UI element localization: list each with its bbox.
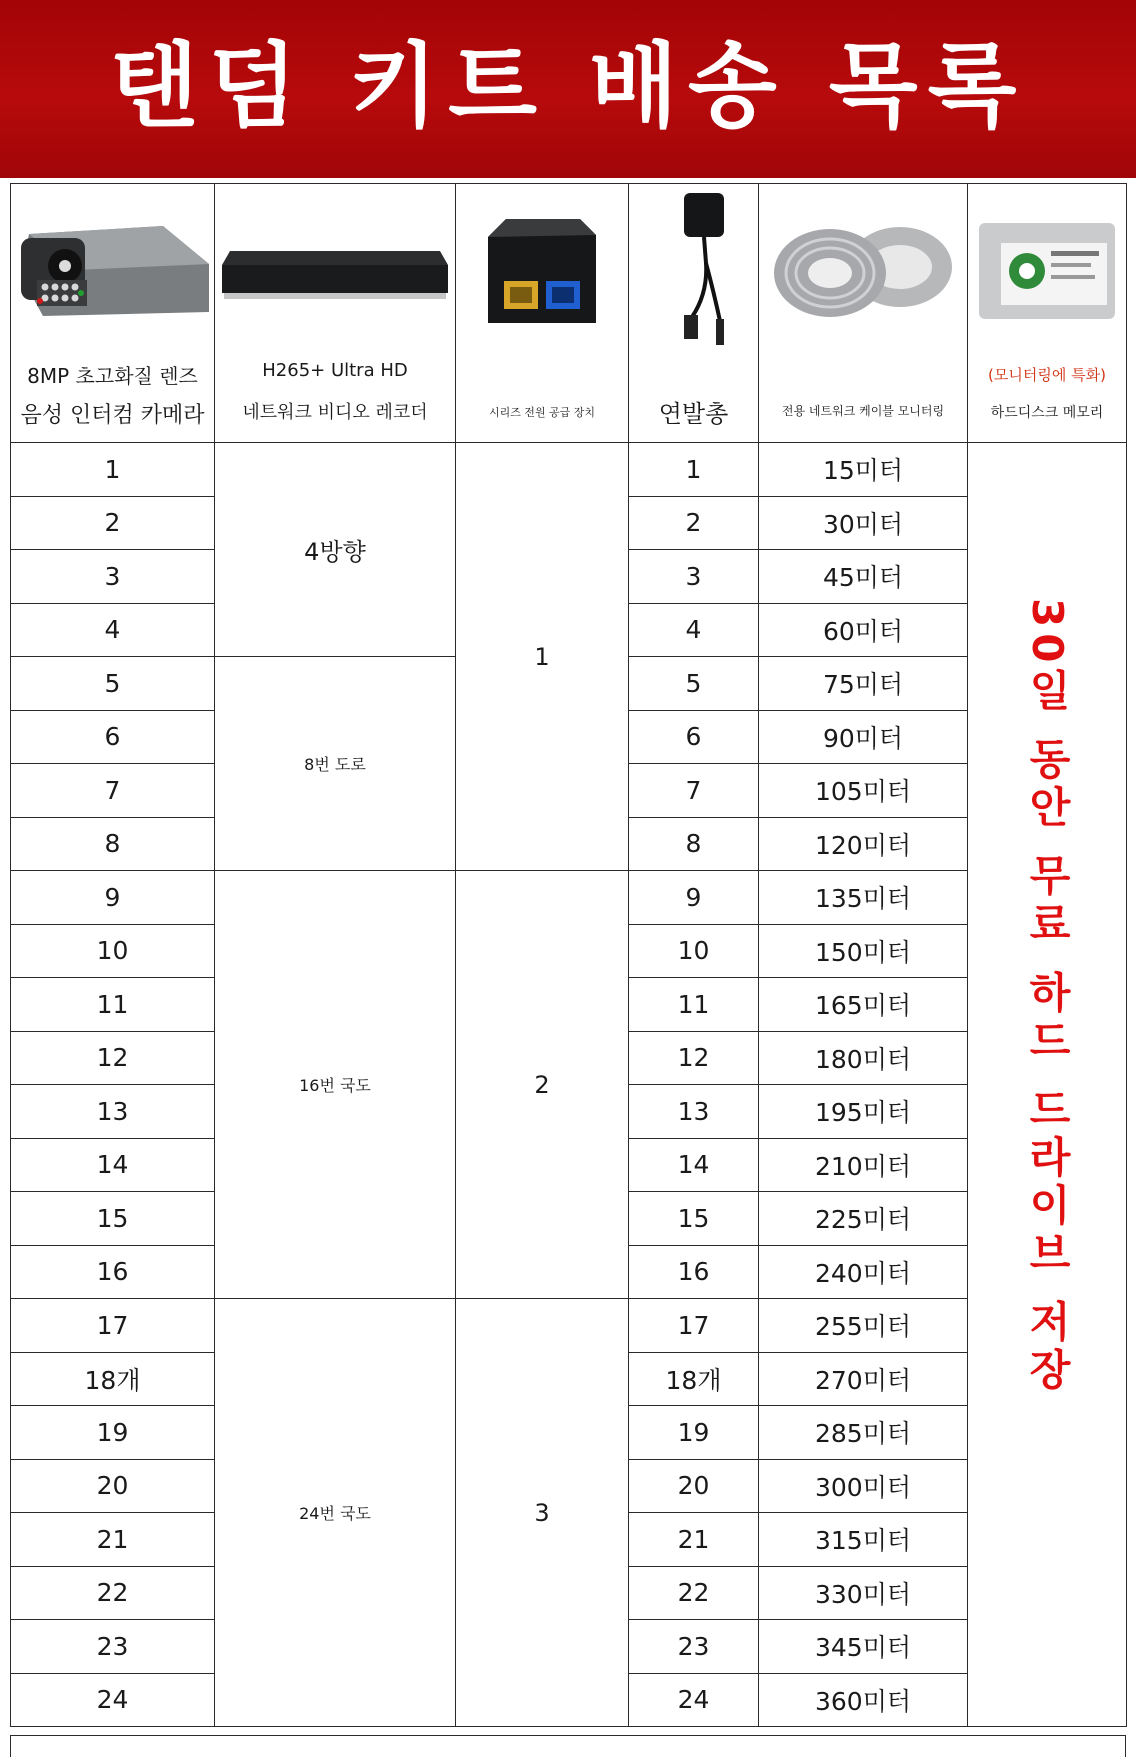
splitter-count-cell: 17 xyxy=(629,1299,759,1353)
kit-table-container xyxy=(10,183,1126,1758)
camera-count-cell: 15 xyxy=(11,1192,215,1246)
splitter-count-cell: 20 xyxy=(629,1459,759,1513)
cable-length-cell: 120미터 xyxy=(759,817,968,871)
header-nvr xyxy=(215,184,456,443)
cable-length-cell: 150미터 xyxy=(759,924,968,978)
camera-count-cell: 20 xyxy=(11,1459,215,1513)
cable-length-cell: 360미터 xyxy=(759,1673,968,1727)
splitter-count-cell: 9 xyxy=(629,871,759,925)
nvr-channel-cell: 16번 국도 xyxy=(215,871,456,1299)
camera-count-cell: 16 xyxy=(11,1245,215,1299)
header-poe xyxy=(456,184,629,443)
nvr-channel-cell: 8번 도로 xyxy=(215,657,456,871)
camera-count-cell: 2 xyxy=(11,496,215,550)
splitter-count-cell: 15 xyxy=(629,1192,759,1246)
splitter-count-cell: 6 xyxy=(629,710,759,764)
hdd-note-cell xyxy=(968,443,1127,1727)
table-row xyxy=(11,871,1127,925)
splitter-count-cell: 3 xyxy=(629,550,759,604)
cable-length-cell: 195미터 xyxy=(759,1085,968,1139)
camera-count-cell: 19 xyxy=(11,1406,215,1460)
header-camera xyxy=(11,184,215,443)
nvr-icon xyxy=(222,231,448,311)
camera-count-cell: 4 xyxy=(11,603,215,657)
cable-length-cell: 165미터 xyxy=(759,978,968,1032)
kit-table xyxy=(10,183,1127,1727)
cable-roll-icon xyxy=(770,219,956,323)
splitter-count-cell: 11 xyxy=(629,978,759,1032)
page-title: 탠덤 키트 배송 목록 xyxy=(109,33,1027,140)
poe-count-cell: 1 xyxy=(456,443,629,871)
camera-count-cell: 12 xyxy=(11,1031,215,1085)
camera-count-cell: 10 xyxy=(11,924,215,978)
poe-count-cell: 2 xyxy=(456,871,629,1299)
cable-header-label: 전용 네트워크 케이블 모니터링 xyxy=(781,404,945,418)
cable-length-cell: 90미터 xyxy=(759,710,968,764)
header-cable xyxy=(759,184,968,443)
camera-count-cell: 6 xyxy=(11,710,215,764)
cable-length-cell: 75미터 xyxy=(759,657,968,711)
camera-count-cell: 18개 xyxy=(11,1352,215,1406)
table-bottom-edge xyxy=(10,1735,1126,1757)
camera-header-line1: 8MP 초고화질 렌즈 xyxy=(27,364,198,388)
cable-length-cell: 135미터 xyxy=(759,871,968,925)
camera-header-line2: 음성 인터컴 카메라 xyxy=(20,403,205,428)
splitter-count-cell: 23 xyxy=(629,1620,759,1674)
cable-length-cell: 105미터 xyxy=(759,764,968,818)
free-storage-note: 30일 동안 무료 하드 드라이브 저장 xyxy=(1023,597,1072,1396)
power-supply-icon xyxy=(484,213,600,329)
nvr-channel-cell: 24번 국도 xyxy=(215,1299,456,1727)
cable-length-cell: 285미터 xyxy=(759,1406,968,1460)
splitter-count-cell: 16 xyxy=(629,1245,759,1299)
cable-length-cell: 15미터 xyxy=(759,443,968,497)
cable-length-cell: 255미터 xyxy=(759,1299,968,1353)
camera-count-cell: 13 xyxy=(11,1085,215,1139)
splitter-cable-icon xyxy=(654,193,734,349)
splitter-count-cell: 4 xyxy=(629,603,759,657)
cable-length-cell: 180미터 xyxy=(759,1031,968,1085)
hard-drive-icon xyxy=(979,223,1115,319)
splitter-count-cell: 24 xyxy=(629,1673,759,1727)
splitter-count-cell: 19 xyxy=(629,1406,759,1460)
title-banner xyxy=(0,0,1136,178)
splitter-count-cell: 13 xyxy=(629,1085,759,1139)
table-row xyxy=(11,1299,1127,1353)
nvr-channel-cell: 4방향 xyxy=(215,443,456,657)
cable-length-cell: 225미터 xyxy=(759,1192,968,1246)
nvr-header-line1: H265+ Ultra HD xyxy=(262,360,408,381)
header-hdd xyxy=(968,184,1127,443)
camera-count-cell: 14 xyxy=(11,1138,215,1192)
camera-count-cell: 1 xyxy=(11,443,215,497)
cable-length-cell: 240미터 xyxy=(759,1245,968,1299)
cable-length-cell: 210미터 xyxy=(759,1138,968,1192)
camera-count-cell: 5 xyxy=(11,657,215,711)
cable-length-cell: 315미터 xyxy=(759,1513,968,1567)
cable-length-cell: 30미터 xyxy=(759,496,968,550)
hdd-header-line1: (모니터링에 특화) xyxy=(988,366,1106,384)
cable-length-cell: 270미터 xyxy=(759,1352,968,1406)
poe-header-label: 시리즈 전원 공급 장치 xyxy=(488,406,596,419)
camera-count-cell: 21 xyxy=(11,1513,215,1567)
camera-count-cell: 23 xyxy=(11,1620,215,1674)
header-splitter xyxy=(629,184,759,443)
header-row xyxy=(11,184,1127,443)
camera-count-cell: 7 xyxy=(11,764,215,818)
splitter-count-cell: 14 xyxy=(629,1138,759,1192)
splitter-count-cell: 7 xyxy=(629,764,759,818)
splitter-count-cell: 22 xyxy=(629,1566,759,1620)
cable-length-cell: 300미터 xyxy=(759,1459,968,1513)
splitter-count-cell: 1 xyxy=(629,443,759,497)
camera-count-cell: 22 xyxy=(11,1566,215,1620)
splitter-count-cell: 5 xyxy=(629,657,759,711)
splitter-count-cell: 10 xyxy=(629,924,759,978)
camera-count-cell: 11 xyxy=(11,978,215,1032)
camera-count-cell: 3 xyxy=(11,550,215,604)
hdd-header-line2: 하드디스크 메모리 xyxy=(990,405,1104,421)
nvr-header-line2: 네트워크 비디오 레코더 xyxy=(242,402,428,423)
cable-length-cell: 45미터 xyxy=(759,550,968,604)
cable-length-cell: 345미터 xyxy=(759,1620,968,1674)
splitter-count-cell: 18개 xyxy=(629,1352,759,1406)
table-row xyxy=(11,443,1127,497)
cable-length-cell: 330미터 xyxy=(759,1566,968,1620)
splitter-count-cell: 21 xyxy=(629,1513,759,1567)
camera-count-cell: 9 xyxy=(11,871,215,925)
poe-count-cell: 3 xyxy=(456,1299,629,1727)
cable-length-cell: 60미터 xyxy=(759,603,968,657)
splitter-count-cell: 8 xyxy=(629,817,759,871)
splitter-count-cell: 12 xyxy=(629,1031,759,1085)
splitter-header-label: 연발총 xyxy=(658,400,729,428)
camera-icon xyxy=(15,216,211,326)
camera-count-cell: 8 xyxy=(11,817,215,871)
camera-count-cell: 24 xyxy=(11,1673,215,1727)
camera-count-cell: 17 xyxy=(11,1299,215,1353)
splitter-count-cell: 2 xyxy=(629,496,759,550)
